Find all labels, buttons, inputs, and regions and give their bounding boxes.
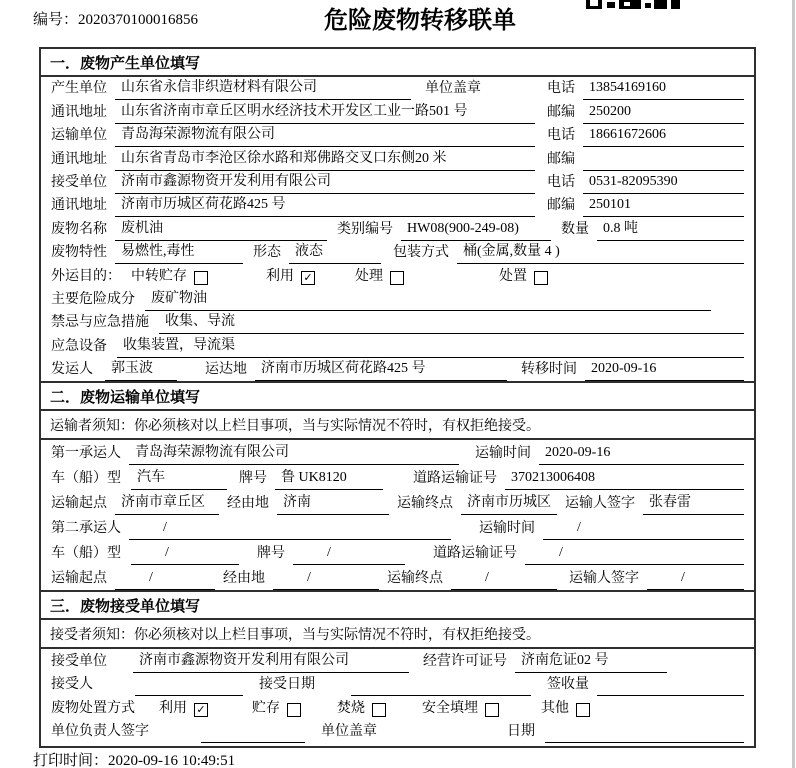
transfer-time-label: 转移时间 bbox=[521, 362, 577, 378]
producer-phone-value: 13854169160 bbox=[583, 80, 744, 100]
plate-label: 牌号 bbox=[257, 546, 285, 562]
carrier2-license-value: / bbox=[525, 545, 744, 565]
destination-value: 济南市历城区荷花路425 号 bbox=[255, 357, 507, 381]
address-label: 通讯地址 bbox=[51, 151, 107, 167]
zip-label: 邮编 bbox=[547, 104, 575, 120]
shipper-label: 发运人 bbox=[51, 362, 93, 378]
checkbox-transfer-storage-icon bbox=[194, 271, 208, 285]
shipper-value: 郭玉波 bbox=[105, 357, 177, 381]
origin-label: 运输起点 bbox=[51, 571, 107, 587]
phone-label: 电话 bbox=[547, 81, 575, 97]
emergency-equipment-row bbox=[41, 334, 754, 357]
carrier2-route-row bbox=[41, 565, 754, 590]
via-label: 经由地 bbox=[227, 496, 269, 512]
carrier1-route-row bbox=[41, 490, 754, 515]
acceptor-row bbox=[41, 673, 754, 697]
carrier-sign-label: 运输人签字 bbox=[565, 496, 635, 512]
transfer-time-value: 2020-09-16 bbox=[585, 361, 744, 381]
carrier2-plate-value: / bbox=[293, 545, 405, 565]
received-qty-label: 签收量 bbox=[547, 677, 589, 693]
receive-unit-label: 接受单位 bbox=[51, 653, 107, 669]
quantity-label: 数量 bbox=[561, 221, 589, 237]
section3-header: 三．废物接受单位填写 bbox=[41, 590, 754, 620]
page-title: 危险废物转移联单 bbox=[324, 8, 516, 34]
producer-unit-row bbox=[41, 77, 754, 100]
checkbox-landfill-icon bbox=[485, 703, 499, 717]
road-license-label: 道路运输证号 bbox=[433, 546, 517, 562]
transport-purpose-label: 外运目的： bbox=[51, 268, 121, 284]
section1-header: 一．废物产生单位填写 bbox=[41, 49, 754, 77]
receiver-zip-value: 250101 bbox=[583, 197, 744, 217]
emergency-equipment-label: 应急设备 bbox=[51, 338, 107, 354]
carrier2-row bbox=[41, 515, 754, 540]
phone-label: 电话 bbox=[547, 128, 575, 144]
transporter-zip-value bbox=[583, 154, 744, 171]
quantity-value: 0.8 吨 bbox=[597, 217, 744, 241]
window-right-edge-line bbox=[792, 0, 795, 768]
receiver-unit-row bbox=[41, 171, 754, 194]
carrier1-license-value: 370213006408 bbox=[505, 470, 744, 490]
shipper-row bbox=[41, 358, 754, 381]
carrier2-origin-value: / bbox=[115, 570, 215, 590]
unit-seal-label: 单位盖章 bbox=[321, 724, 377, 740]
producer-unit-value: 山东省永信非织造材料有限公司 bbox=[115, 76, 411, 100]
receive-unit-row bbox=[41, 649, 754, 673]
phone-label: 电话 bbox=[547, 174, 575, 190]
carrier1-label: 第一承运人 bbox=[51, 446, 121, 462]
serial-label: 编号： bbox=[33, 12, 79, 28]
serial-number-line bbox=[33, 8, 198, 29]
zip-label: 邮编 bbox=[547, 198, 575, 214]
checkbox-store-icon bbox=[287, 703, 301, 717]
carrier1-via-value: 济南 bbox=[277, 491, 389, 515]
origin-label: 运输起点 bbox=[51, 496, 107, 512]
carrier2-time-value: / bbox=[543, 520, 744, 540]
transporter-notice: 运输者须知：你必须核对以上栏目事项，当与实际情况不符时，有权拒绝接受。 bbox=[41, 411, 754, 440]
acceptor-value bbox=[135, 679, 243, 696]
carrier1-time-value: 2020-09-16 bbox=[539, 445, 744, 465]
carrier2-label: 第二承运人 bbox=[51, 521, 121, 537]
via-label: 经由地 bbox=[223, 571, 265, 587]
receiver-address-row bbox=[41, 194, 754, 217]
transport-purpose-row bbox=[41, 264, 754, 287]
road-license-label: 道路运输证号 bbox=[413, 471, 497, 487]
disposal-option-label: 安全填埋 bbox=[422, 700, 478, 716]
carrier2-via-value: / bbox=[273, 570, 379, 590]
transporter-phone-value: 18661672606 bbox=[583, 127, 744, 147]
checkbox-dispose-icon bbox=[534, 271, 548, 285]
transporter-address-value: 山东省青岛市李沧区徐水路和郑佛路交叉口东侧20 米 bbox=[115, 147, 535, 171]
purpose-option-label: 处理 bbox=[355, 268, 383, 284]
disposal-option-label: 焚烧 bbox=[337, 700, 365, 716]
manager-sign-row bbox=[41, 720, 754, 744]
carrier1-sign-value: 张春雷 bbox=[643, 491, 744, 515]
disposal-method-label: 废物处置方式 bbox=[51, 700, 135, 716]
received-qty-value bbox=[597, 679, 744, 696]
carrier1-plate-value: 鲁 UK8120 bbox=[275, 466, 383, 490]
receive-unit-value: 济南市鑫源物资开发利用有限公司 bbox=[133, 649, 409, 673]
producer-address-row bbox=[41, 100, 754, 123]
disposal-option-label: 利用 bbox=[159, 700, 187, 716]
form-value: 液态 bbox=[289, 240, 381, 264]
print-time-label: 打印时间： bbox=[33, 753, 109, 768]
carrier2-vehicle-value: / bbox=[131, 545, 239, 565]
carrier1-value: 青岛海荣源物流有限公司 bbox=[129, 441, 459, 465]
print-time-value: 2020-09-16 10:49:51 bbox=[108, 753, 236, 768]
transporter-unit-value: 青岛海荣源物流有限公司 bbox=[115, 123, 535, 147]
print-time-line bbox=[33, 749, 235, 768]
transport-time-label: 运输时间 bbox=[479, 521, 535, 537]
date-value bbox=[545, 726, 744, 743]
checkbox-utilize-icon: ✓ bbox=[301, 271, 315, 285]
waste-name-label: 废物名称 bbox=[51, 221, 107, 237]
manager-sign-label: 单位负责人签字 bbox=[51, 724, 149, 740]
carrier2-vehicle-row bbox=[41, 540, 754, 565]
permit-number-label: 经营许可证号 bbox=[423, 653, 507, 669]
date-label: 日期 bbox=[507, 724, 535, 740]
waste-character-row bbox=[41, 241, 754, 264]
producer-address-value: 山东省济南市章丘区明水经济技术开发区工业一路501 号 bbox=[115, 100, 535, 124]
packing-value: 桶(金属,数量 4 ) bbox=[457, 240, 744, 264]
emergency-measures-row bbox=[41, 311, 754, 334]
address-label: 通讯地址 bbox=[51, 198, 107, 214]
waste-name-row bbox=[41, 217, 754, 240]
purpose-option-label: 处置 bbox=[499, 268, 527, 284]
emergency-measures-value: 收集、导流 bbox=[159, 310, 744, 334]
producer-unit-label: 产生单位 bbox=[51, 81, 107, 97]
receiver-address-value: 济南市历城区荷花路425 号 bbox=[115, 193, 535, 217]
purpose-option-label: 中转贮存 bbox=[131, 268, 187, 284]
carrier2-value: / bbox=[129, 520, 451, 540]
producer-zip-value: 250200 bbox=[583, 104, 744, 124]
purpose-option-label: 利用 bbox=[266, 268, 294, 284]
manifest-form-box bbox=[39, 47, 756, 748]
emergency-equipment-value: 收集装置，导流渠 bbox=[117, 334, 744, 358]
emergency-measures-label: 禁忌与应急措施 bbox=[51, 315, 149, 331]
zip-label: 邮编 bbox=[547, 151, 575, 167]
acceptor-label: 接受人 bbox=[51, 677, 93, 693]
packing-label: 包装方式 bbox=[393, 245, 449, 261]
receiver-unit-value: 济南市鑫源物资开发利用有限公司 bbox=[115, 170, 535, 194]
category-code-label: 类别编号 bbox=[337, 221, 393, 237]
permit-number-value: 济南危证02 号 bbox=[515, 649, 667, 673]
transport-time-label: 运输时间 bbox=[475, 446, 531, 462]
end-label: 运输终点 bbox=[387, 571, 443, 587]
end-label: 运输终点 bbox=[397, 496, 453, 512]
form-label: 形态 bbox=[253, 245, 281, 261]
checkbox-other-icon bbox=[576, 703, 590, 717]
hazard-component-value: 废矿物油 bbox=[145, 287, 711, 311]
destination-label: 运达地 bbox=[205, 362, 247, 378]
receiver-notice: 接受者须知：你必须核对以上栏目事项，当与实际情况不符时，有权拒绝接受。 bbox=[41, 620, 754, 649]
accept-date-label: 接受日期 bbox=[259, 677, 315, 693]
section2-header: 二．废物运输单位填写 bbox=[41, 381, 754, 411]
carrier1-end-value: 济南市历城区 bbox=[461, 491, 557, 515]
hazard-component-row bbox=[41, 288, 754, 311]
transporter-unit-row bbox=[41, 124, 754, 147]
checkbox-utilize-icon: ✓ bbox=[194, 703, 208, 717]
waste-character-value: 易燃性,毒性 bbox=[115, 240, 243, 264]
disposal-method-row bbox=[41, 696, 754, 720]
hazard-component-label: 主要危险成分 bbox=[51, 291, 135, 307]
receiver-phone-value: 0531-82095390 bbox=[583, 174, 744, 194]
disposal-option-label: 贮存 bbox=[252, 700, 280, 716]
plate-label: 牌号 bbox=[239, 471, 267, 487]
carrier2-end-value: / bbox=[451, 570, 557, 590]
carrier1-vehicle-row bbox=[41, 465, 754, 490]
receiver-unit-label: 接受单位 bbox=[51, 174, 107, 190]
carrier-sign-label: 运输人签字 bbox=[569, 571, 639, 587]
checkbox-treat-icon bbox=[390, 271, 404, 285]
transporter-address-row bbox=[41, 147, 754, 170]
waste-character-label: 废物特性 bbox=[51, 245, 107, 261]
category-code-value: HW08(900-249-08) bbox=[401, 221, 551, 241]
carrier1-vehicle-value: 汽车 bbox=[131, 466, 227, 490]
vehicle-type-label: 车（船）型 bbox=[51, 471, 121, 487]
carrier2-sign-value: / bbox=[647, 570, 744, 590]
carrier1-origin-value: 济南市章丘区 bbox=[115, 491, 219, 515]
address-label: 通讯地址 bbox=[51, 104, 107, 120]
carrier1-row bbox=[41, 440, 754, 465]
waste-name-value: 废机油 bbox=[115, 217, 327, 241]
transporter-unit-label: 运输单位 bbox=[51, 128, 107, 144]
disposal-option-label: 其他 bbox=[541, 700, 569, 716]
qr-code-fragment-icon bbox=[586, 0, 680, 9]
unit-seal-label: 单位盖章 bbox=[425, 81, 481, 97]
checkbox-incinerate-icon bbox=[372, 703, 386, 717]
manager-sign-value bbox=[201, 726, 305, 743]
vehicle-type-label: 车（船）型 bbox=[51, 546, 121, 562]
serial-number: 2020370100016856 bbox=[78, 12, 199, 28]
accept-date-value bbox=[351, 679, 531, 696]
